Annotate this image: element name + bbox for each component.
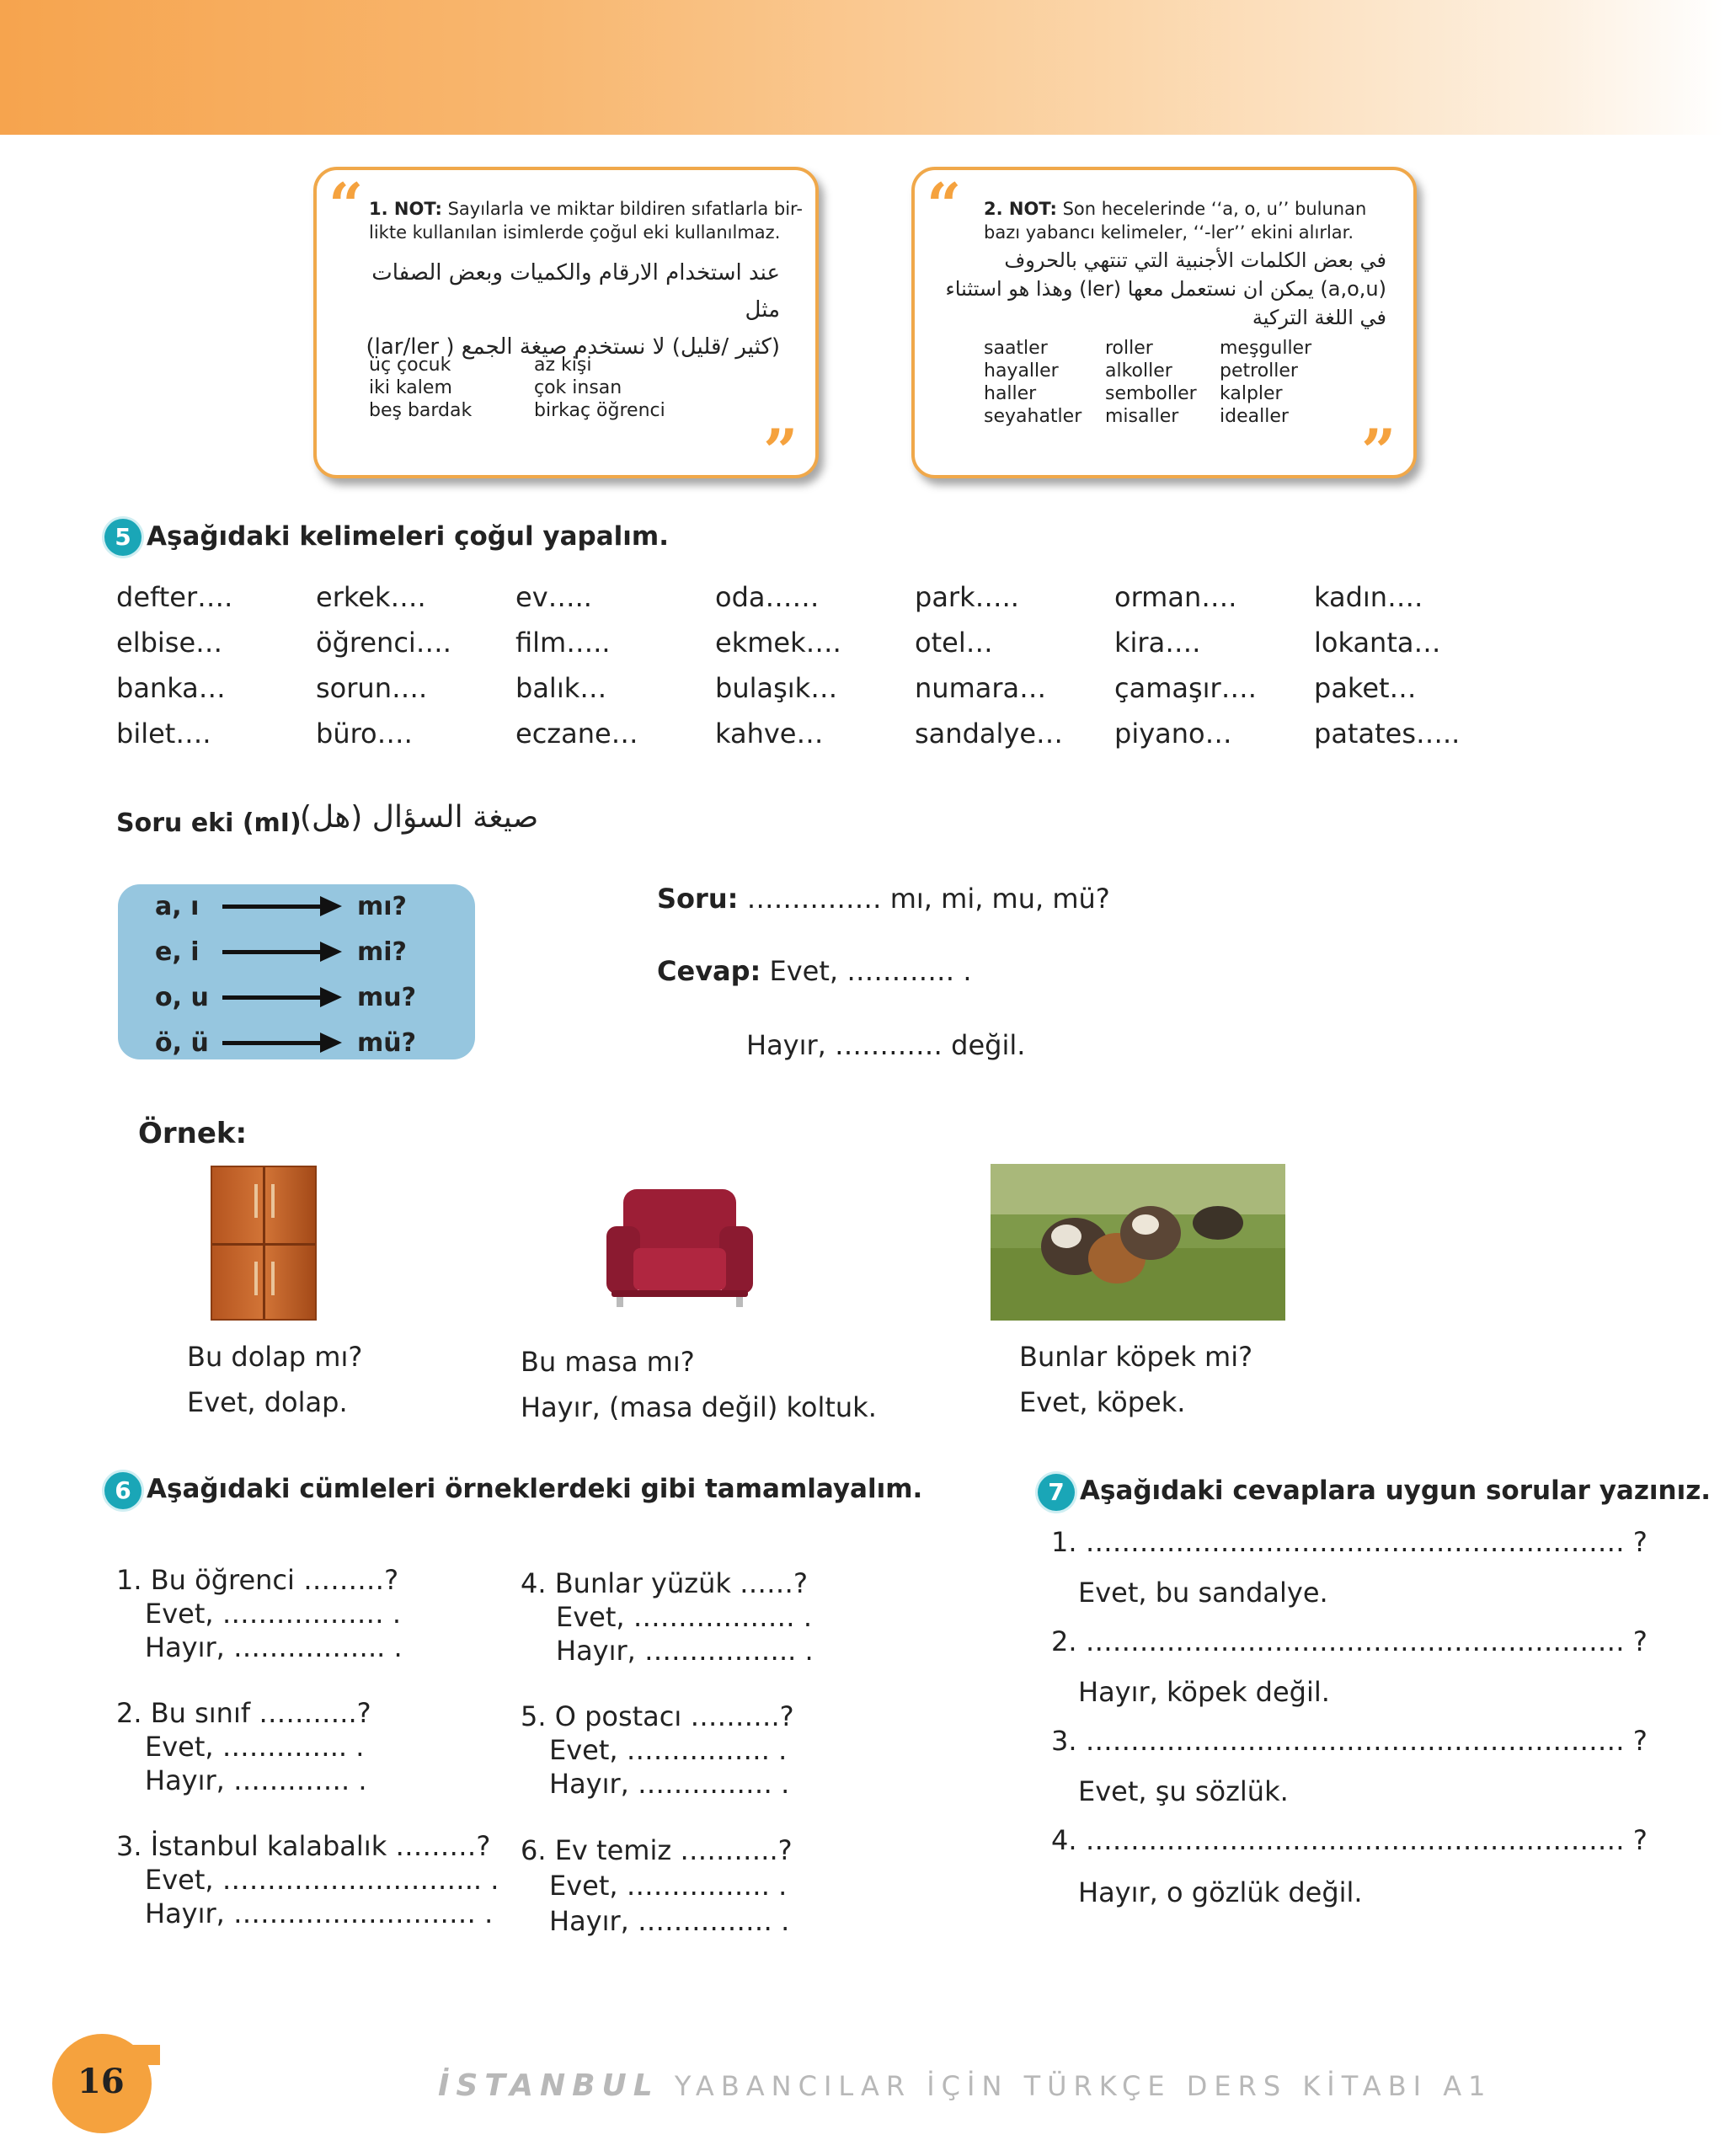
ornek-1-question: Bu dolap mı? [187, 1341, 363, 1373]
note2-examples-col2: roller alkoller semboller misaller [1105, 338, 1197, 427]
vowel-harmony-box [118, 884, 475, 1059]
sec6-item-6: 6. Ev temiz ………..? Evet, ……………. . Hayır, …………… . [521, 1834, 793, 1937]
sec6-item-5: 5. O postacı ……….? Evet, ……………. . Hayır, …………… . [521, 1700, 794, 1800]
section-7-badge: 7 [1038, 1474, 1075, 1511]
vowel-list: a, ı e, i o, u ö, ü [155, 892, 209, 1058]
ornek-3-answer: Evet, köpek. [1019, 1386, 1186, 1418]
book-title: İSTANBUL YABANCILAR İÇİN TÜRKÇE DERS KİTABI A1 [438, 2068, 1493, 2103]
note1-arabic: عند استخدام الارقام والكميات وبعض الصفات مثل (كثير /قليل) لا نستخدم صيغة الجمع ( lar/ler) [366, 260, 780, 360]
dogs-image [991, 1164, 1285, 1321]
section-7-title: Aşağıdaki cevaplara uygun sorular yazınız. [1080, 1476, 1712, 1506]
section-6-badge: 6 [104, 1472, 142, 1509]
section-5-badge: 5 [104, 519, 142, 556]
note1-title: 1. NOT: [369, 199, 442, 219]
note2-examples-col3: meşguller petroller kalpler idealler [1220, 338, 1312, 427]
page-number: 16 [77, 2062, 125, 2101]
sec7-question-3: 3. …………………………………………………… ? [1051, 1725, 1648, 1757]
note2-text: 2. NOT: Son hecelerinde ‘‘a, o, u’’ bulunan bazı yabancı kelimeler, ‘‘-ler’’ ekini alırlar. [984, 199, 1367, 243]
section-5-title: Aşağıdaki kelimeleri çoğul yapalım. [147, 521, 669, 552]
sec6-item-4: 4. Bunlar yüzük ……? Evet, ……………… . Hayır, …………….. . [521, 1567, 814, 1667]
sec7-answer-4: Hayır, o gözlük değil. [1078, 1876, 1363, 1908]
note-card-2 [911, 167, 1417, 487]
soru-line: Soru: …………… mı, mi, mu, mü? [657, 883, 1110, 915]
word-column-2: erkek…. öğrenci…. sorun…. büro…. [316, 581, 451, 750]
sec6-item-3: 3. İstanbul kalabalık ………? Evet, ……………………….. . Hayır, ……………………… . [116, 1830, 499, 1929]
note-card-1 [313, 167, 819, 487]
word-column-4: oda…… ekmek…. bulaşık… kahve… [715, 581, 841, 750]
hayir-line: Hayır, ………… değil. [746, 1029, 1026, 1061]
ornek-2-answer: Hayır, (masa değil) koltuk. [521, 1391, 877, 1423]
ornek-title: Örnek: [138, 1117, 248, 1150]
word-column-1: defter…. elbise… banka… bilet…. [116, 581, 233, 750]
note1-text: 1. NOT: Sayılarla ve miktar bildiren sıfatlarla bir- likte kullanılan isimlerde çoğul eki kullanılmaz. [369, 199, 803, 243]
sec6-item-2: 2. Bu sınıf ………..? Evet, ………….. . Hayır, …………. . [116, 1697, 371, 1796]
close-quote-icon: ” [763, 415, 798, 487]
suffix-list: mı? mi? mu? mü? [357, 892, 417, 1058]
cevap-line: Cevap: Evet, ………… . [657, 955, 972, 987]
sec7-question-1: 1. …………………………………………………… ? [1051, 1526, 1648, 1558]
close-quote-icon: ” [1361, 415, 1397, 487]
soru-eki-title: Soru eki (mI) [116, 808, 302, 838]
sec7-question-4: 4. …………………………………………………… ? [1051, 1824, 1648, 1856]
sec7-answer-3: Evet, şu sözlük. [1078, 1775, 1289, 1807]
word-column-3: ev….. film….. balık… eczane… [515, 581, 638, 750]
word-column-6: orman…. kira…. çamaşır…. piyano… [1114, 581, 1257, 750]
section-6-title: Aşağıdaki cümleleri örneklerdeki gibi tamamlayalım. [147, 1474, 923, 1504]
note2-examples-col1: saatler hayaller haller seyahatler [984, 338, 1082, 427]
note2-title: 2. NOT: [984, 199, 1057, 219]
soru-eki-arabic: صيغة السؤال (هل) [300, 800, 539, 835]
note1-examples-col1: üç çocuk iki kalem beş bardak [369, 355, 473, 421]
wardrobe-image [211, 1166, 317, 1321]
note2-arabic: في بعض الكلمات الأجنبية التي تنتهي بالحروف (a,o,u) يمكن ان نستعمل معها (ler) وهذا هو استثناء في اللغة التركية [945, 248, 1386, 329]
sec7-answer-2: Hayır, köpek değil. [1078, 1676, 1330, 1708]
open-quote-icon: “ [927, 169, 962, 241]
sec7-question-2: 2. …………………………………………………… ? [1051, 1625, 1648, 1657]
ornek-1-answer: Evet, dolap. [187, 1386, 348, 1418]
ornek-3-question: Bunlar köpek mi? [1019, 1341, 1253, 1373]
word-column-7: kadın…. lokanta… paket… patates….. [1314, 581, 1461, 750]
word-column-5: park….. otel… numara… sandalye… [915, 581, 1063, 750]
open-quote-icon: “ [328, 169, 364, 241]
ornek-2-question: Bu masa mı? [521, 1346, 695, 1378]
top-banner [0, 0, 1725, 135]
armchair-image [600, 1182, 760, 1309]
note1-examples-col2: az kişi çok insan birkaç öğrenci [534, 355, 665, 421]
sec7-answer-1: Evet, bu sandalye. [1078, 1577, 1328, 1609]
plural-word-grid [116, 581, 1506, 775]
sec6-item-1: 1. Bu öğrenci ………? Evet, ……………… . Hayır, …………….. . [116, 1564, 403, 1663]
